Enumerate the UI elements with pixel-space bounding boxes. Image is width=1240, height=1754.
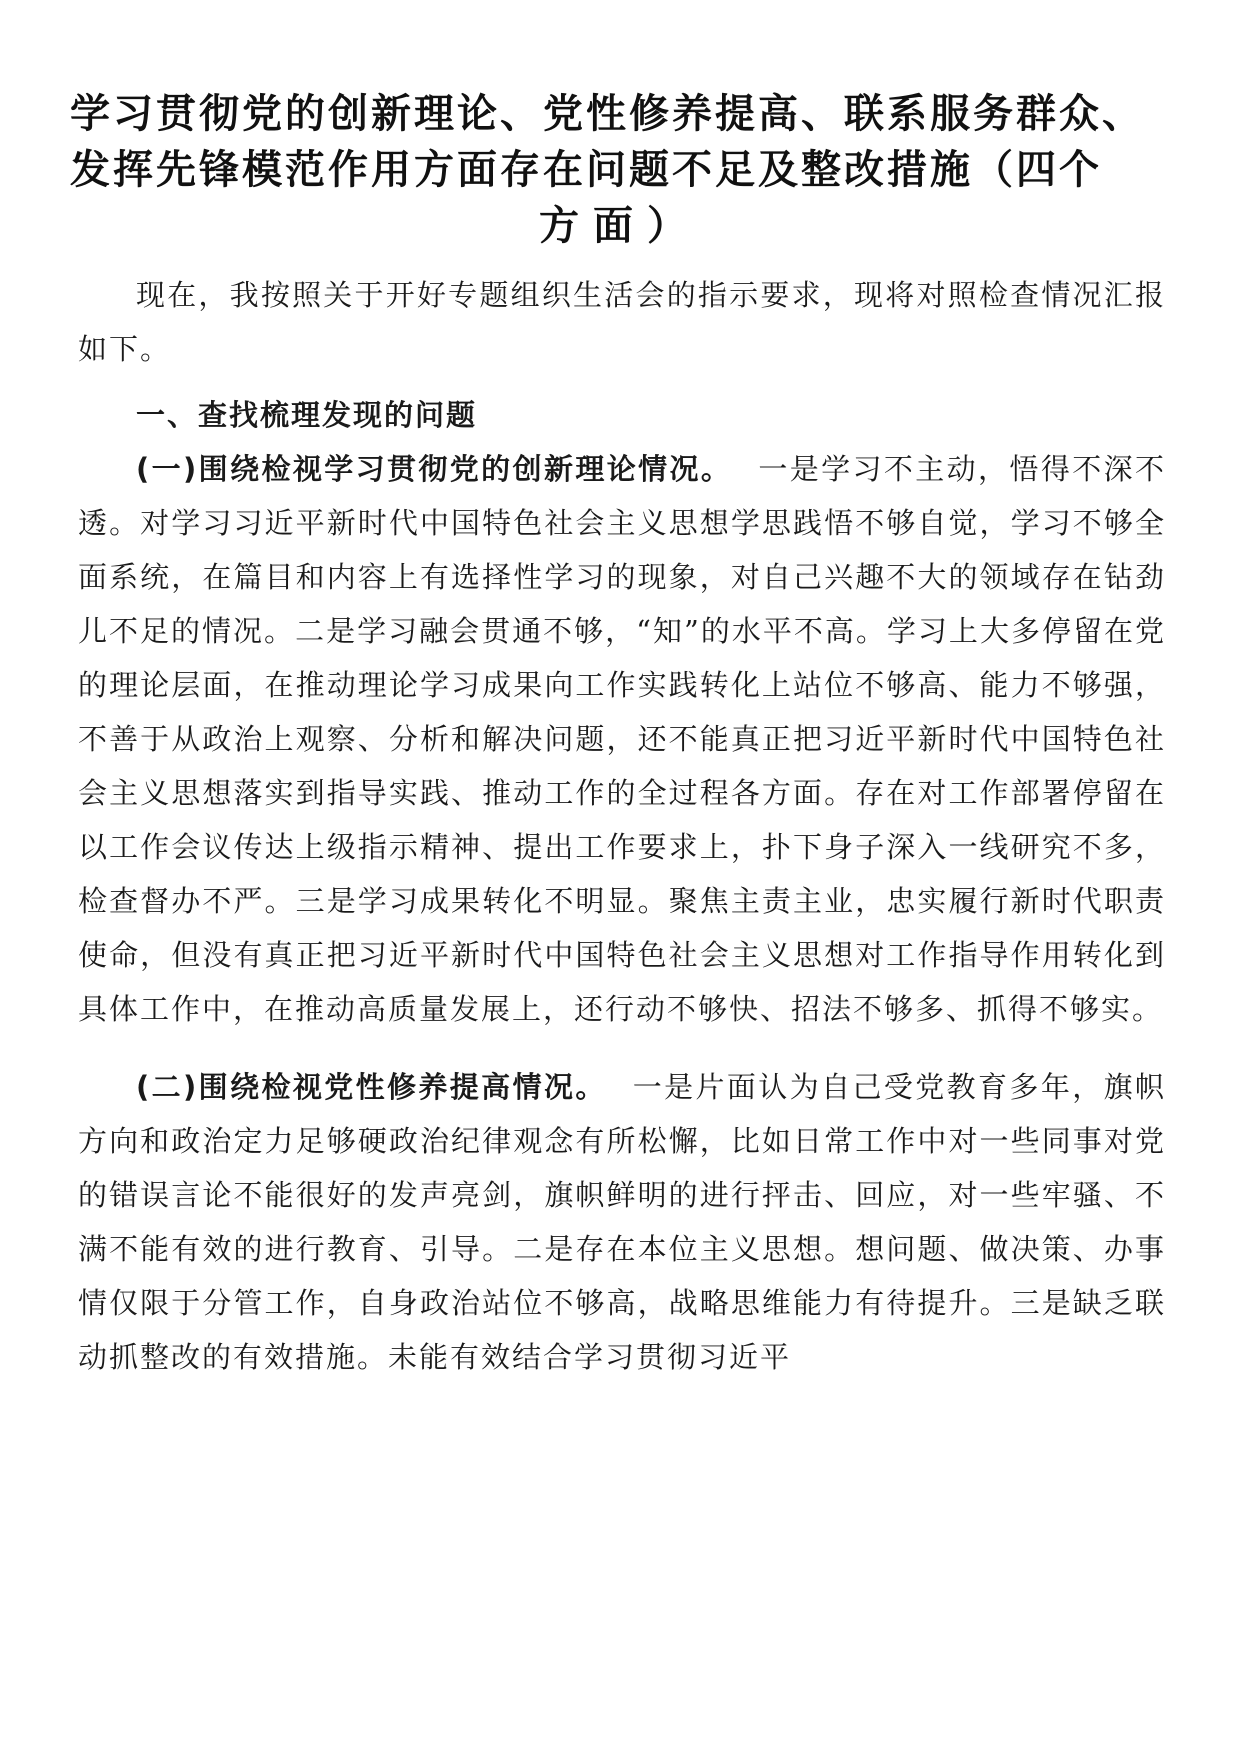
document-title <box>70 86 1170 254</box>
section-heading: 一、查找梳理发现的问题 <box>136 398 478 432</box>
section-item-1 <box>78 442 1166 1036</box>
title-line-1: 学习贯彻党的创新理论、党性修养提高、联系服务群众、 <box>70 91 1145 137</box>
item-1-lead: (一)围绕检视学习贯彻党的创新理论情况。 <box>136 452 733 486</box>
item-2-text: 一是片面认为自己受党教育多年，旗帜方向和政治定力足够硬政治纪律观念有所松懈，比如日常工作中对一些同事对党的错误言论不能很好的发声亮剑，旗帜鲜明的进行抨击、回应，对一些牢骚、不满不能有效的进行教育、引导。二是存在本位主义思想。想问题、做决策、办事情仅限于分管工作，自身政治站位不够高，战略思维能力有待提升。三是缺乏联动抓整改的有效措施。未能有效结合学习贯彻习近平 <box>78 1070 1166 1374</box>
intro-paragraph: 现在，我按照关于开好专题组织生活会的指示要求，现将对照检查情况汇报如下。 <box>78 278 1166 366</box>
document-body <box>78 268 1166 1384</box>
title-line-2: 发挥先锋模范作用方面存在问题不足及整改措施（四个 <box>70 147 1102 193</box>
section-item-2 <box>78 1060 1166 1384</box>
title-line-3: 方面） <box>539 203 701 249</box>
item-1-text: 一是学习不主动，悟得不深不透。对学习习近平新时代中国特色社会主义思想学思践悟不够自觉，学习不够全面系统，在篇目和内容上有选择性学习的现象，对自己兴趣不大的领域存在钻劲儿不足的情况。二是学习融会贯通不够，“知”的水平不高。学习上大多停留在党的理论层面，在推动理论学习成果向工作实践转化上站位不够高、能力不够强，不善于从政治上观察、分析和解决问题，还不能真正把习近平新时代中国特色社会主义思想落实到指导实践、推动工作的全过程各方面。存在对工作部署停留在以工作会议传达上级指示精神、提出工作要求上，扑下身子深入一线研究不多，检查督办不严。三是学习成果转化不明显。聚焦主责主业，忠实履行新时代职责使命，但没有真正把习近平新时代中国特色社会主义思想对工作指导作用转化到具体工作中，在推动高质量发展上，还行动不够快、招法不够多、抓得不够实。 <box>78 452 1166 1026</box>
item-2-lead: (二)围绕检视党性修养提高情况。 <box>136 1070 607 1104</box>
